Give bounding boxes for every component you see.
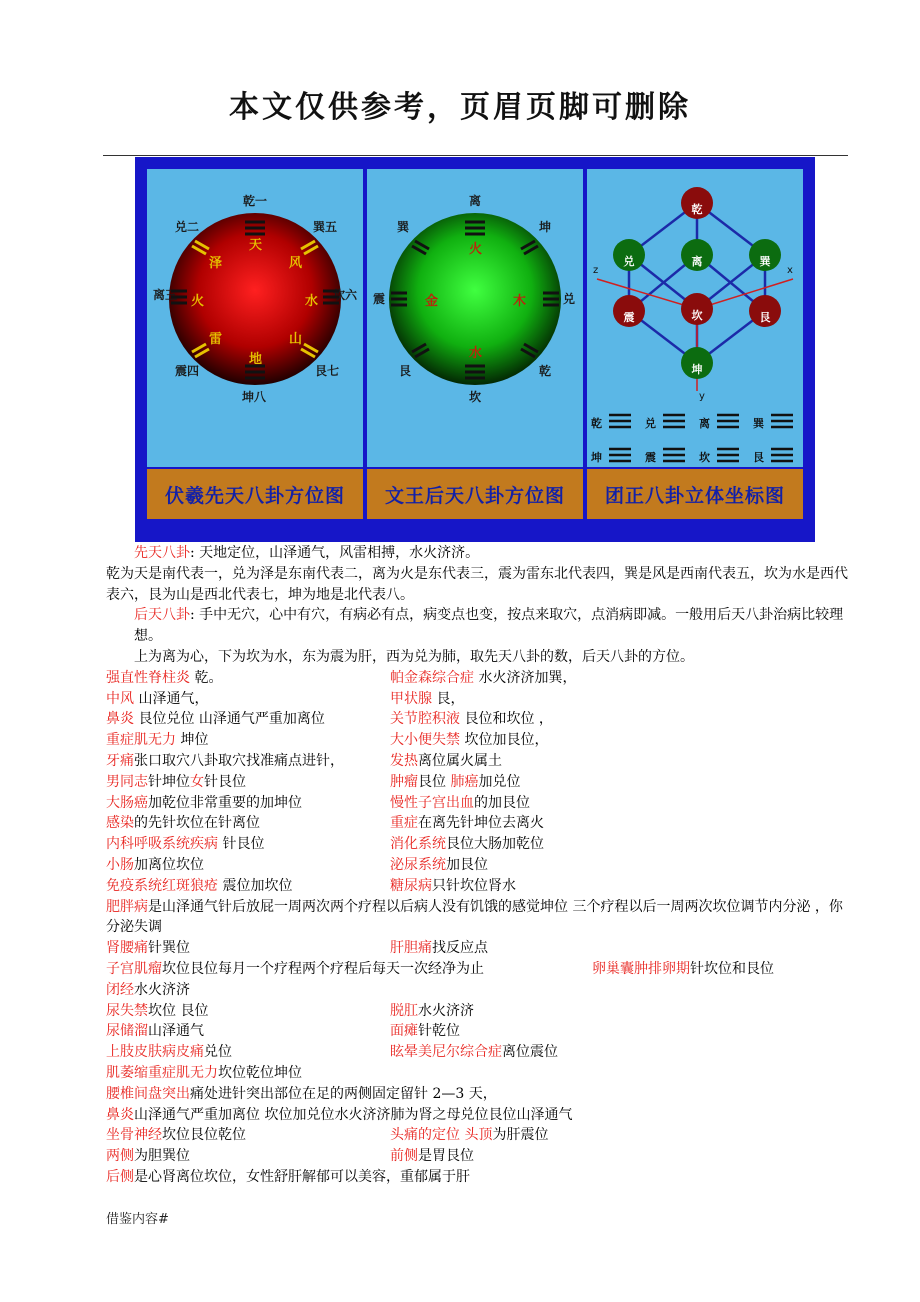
row-2-term-b: 甲状腺 xyxy=(390,690,432,707)
row-15-term-a: 闭经 xyxy=(106,981,134,998)
row-24 xyxy=(106,1167,856,1188)
wenwang-diagram xyxy=(367,169,583,467)
row-6-term-a2: 女 xyxy=(190,773,204,790)
row-6-text-b: 艮位 xyxy=(418,773,451,790)
row-13-text-a: 针巽位 xyxy=(148,940,190,957)
wenwang-outer-4: 坎 xyxy=(469,390,482,404)
row-22 xyxy=(106,1125,856,1146)
row-8-term-a: 感染 xyxy=(106,815,134,832)
caption-fuxi: 伏羲先天八卦方位图 xyxy=(147,469,363,519)
row-3-text-a: 艮位兑位 山泽通气严重加离位 xyxy=(134,711,325,728)
fuxi-inner-3: 雷 xyxy=(209,332,223,347)
row-9-term-a: 内科呼吸系统疾病 xyxy=(106,836,218,853)
row-17 xyxy=(106,1021,856,1042)
row-24-text-a: 是心肾离位坎位，女性舒肝解郁可以美容，重郁属于肝 xyxy=(134,1168,470,1185)
fuxi-outer-7: 巽五 xyxy=(313,220,338,234)
row-21-term-a: 鼻炎 xyxy=(106,1106,134,1123)
node-4: 震 xyxy=(623,311,635,324)
node-7: 坤 xyxy=(691,363,703,376)
row-21-text-a: 山泽通气严重加离位 坎位加兑位水火济济肺为肾之母兑位艮位山泽通气 xyxy=(134,1106,573,1123)
row-3-term-a: 鼻炎 xyxy=(106,711,134,728)
row-6 xyxy=(106,772,856,793)
fuxi-inner-5: 山 xyxy=(289,332,303,347)
row-6-term-b: 肿瘤 xyxy=(390,773,418,790)
coordinate-panel xyxy=(587,169,803,467)
page-footer: 借鉴内容# xyxy=(106,1212,169,1227)
wenwang-panel xyxy=(367,169,583,467)
row-10-term-a: 小肠 xyxy=(106,856,134,873)
row-11 xyxy=(106,876,856,897)
row-21 xyxy=(106,1105,856,1126)
fuxi-diagram xyxy=(147,169,363,467)
axis-y-label: y xyxy=(699,391,705,402)
row-10-text-b: 加艮位 xyxy=(446,856,488,873)
node-0: 乾 xyxy=(691,203,703,216)
row-9-text-a: 针艮位 xyxy=(218,836,265,853)
row-13 xyxy=(106,938,856,959)
row-10-text-a: 加离位坎位 xyxy=(134,856,204,873)
row-2 xyxy=(106,689,856,710)
row-10 xyxy=(106,855,856,876)
wenwang-outer-0: 离 xyxy=(469,194,482,208)
para-xiantian xyxy=(106,543,856,564)
para-xiantian-text: : 天地定位，山泽通气，风雷相搏，水火济济。 xyxy=(190,545,480,561)
row-23 xyxy=(106,1146,856,1167)
row-3-term-b: 关节腔积液 xyxy=(390,711,460,728)
para-directions xyxy=(106,564,856,606)
row-18-term-a: 上肢皮肤病皮痛 xyxy=(106,1044,204,1061)
row-14-term-c: 卵巢囊肿排卵期 xyxy=(592,960,690,977)
node-2: 离 xyxy=(691,255,703,268)
row-20-text-a: 痛处进针突出部位在足的两侧固定留针 2—3 天， xyxy=(190,1085,497,1102)
row-20 xyxy=(106,1084,856,1105)
wenwang-inner-3: 水 xyxy=(469,346,483,361)
wenwang-outer-7: 坤 xyxy=(539,220,552,234)
row-19-text-a: 坎位乾位坤位 xyxy=(218,1064,302,1081)
row-6-text-a2: 针艮位 xyxy=(204,773,246,790)
row-6-term-a: 男同志 xyxy=(106,773,148,790)
fuxi-outer-5: 艮七 xyxy=(315,364,340,378)
row-1 xyxy=(106,668,856,689)
row-22-term-b: 头痛的定位 头顶 xyxy=(390,1127,493,1144)
legend-0: 乾 xyxy=(591,417,602,430)
para-organs-text: 上为离为心，下为坎为水，东为震为肝，西为兑为肺，取先天八卦的数，后天八卦的方位。 xyxy=(134,648,694,665)
fuxi-inner-0: 天 xyxy=(249,238,263,253)
fuxi-outer-2: 离三 xyxy=(153,288,178,302)
row-1-term-b: 帕金森综合症 xyxy=(390,669,474,686)
term-xiantian: 先天八卦 xyxy=(134,545,190,561)
row-18-text-b: 离位震位 xyxy=(502,1044,558,1061)
row-12 xyxy=(106,897,856,939)
row-16-text-a: 坎位 艮位 xyxy=(148,1002,209,1019)
row-3-text-b: 艮位和坎位 ， xyxy=(460,711,553,728)
node-5: 坎 xyxy=(691,309,703,322)
wenwang-inner-1: 木 xyxy=(513,294,527,309)
row-14 xyxy=(106,959,856,980)
row-23-text-b: 是胃艮位 xyxy=(418,1148,474,1165)
row-8 xyxy=(106,813,856,834)
row-11-text-b: 只针坎位肾水 xyxy=(432,877,516,894)
row-4-term-a: 重症肌无力 xyxy=(106,732,176,749)
row-4-term-b: 大小便失禁 xyxy=(390,732,460,749)
row-11-text-a: 震位加坎位 xyxy=(218,877,293,894)
fuxi-inner-2: 火 xyxy=(191,294,205,309)
row-22-text-a: 坎位艮位乾位 xyxy=(162,1127,246,1144)
page-header-title: 本文仅供参考，页眉页脚可删除 xyxy=(229,90,691,125)
row-9-text-b: 艮位大肠加乾位 xyxy=(446,836,544,853)
row-14-term-a: 子宫肌瘤 xyxy=(106,960,162,977)
row-10-term-b: 泌尿系统 xyxy=(390,856,446,873)
caption-coordinate: 团正八卦立体坐标图 xyxy=(587,469,803,519)
row-16 xyxy=(106,1001,856,1022)
row-7 xyxy=(106,793,856,814)
row-13-term-a: 肾腰痛 xyxy=(106,940,148,957)
row-5-term-b: 发热 xyxy=(390,752,418,769)
legend-3: 巽 xyxy=(753,417,764,430)
para-houtian xyxy=(106,605,856,647)
wenwang-outer-2: 震 xyxy=(373,292,386,306)
wenwang-inner-2: 金 xyxy=(425,294,439,309)
axis-z-label: z xyxy=(593,265,599,276)
node-3: 巽 xyxy=(759,255,771,268)
row-17-text-b: 针乾位 xyxy=(418,1023,460,1040)
row-8-text-b: 在离先针坤位去离火 xyxy=(418,815,544,832)
row-4-text-a: 坤位 xyxy=(176,732,209,749)
row-7-term-a: 大肠癌 xyxy=(106,794,148,811)
row-13-term-b: 肝胆痛 xyxy=(390,940,432,957)
row-22-text-b: 为肝震位 xyxy=(492,1127,549,1144)
row-4 xyxy=(106,730,856,751)
axis-x-label: x xyxy=(787,265,793,276)
row-19-term-a: 肌萎缩重症肌无力 xyxy=(106,1064,218,1081)
row-7-term-b: 慢性子宫出血 xyxy=(390,794,474,811)
wenwang-outer-1: 巽 xyxy=(397,220,410,234)
row-14-text-c: 针坎位和艮位 xyxy=(690,960,774,977)
row-18-term-b: 眩晕美尼尔综合症 xyxy=(390,1044,502,1061)
row-12-term-a: 肥胖病 xyxy=(106,898,148,915)
wenwang-inner-0: 火 xyxy=(469,242,483,257)
row-1-term-a: 强直性脊柱炎 xyxy=(106,669,190,686)
row-23-term-a: 两侧 xyxy=(106,1148,134,1165)
row-18-text-a: 兑位 xyxy=(204,1044,232,1061)
fuxi-inner-7: 风 xyxy=(289,256,303,271)
fuxi-outer-4: 坤八 xyxy=(242,390,267,404)
row-9-term-b: 消化系统 xyxy=(390,836,446,853)
row-3 xyxy=(106,709,856,730)
row-22-term-a: 坐骨神经 xyxy=(106,1127,162,1144)
row-9 xyxy=(106,834,856,855)
row-15 xyxy=(106,980,856,1001)
para-organs xyxy=(106,647,856,668)
row-1-text-b: 水火济济加巽， xyxy=(474,669,577,686)
fuxi-panel xyxy=(147,169,363,467)
row-17-term-a: 尿储溜 xyxy=(106,1023,148,1040)
row-16-term-a: 尿失禁 xyxy=(106,1002,148,1019)
fuxi-inner-4: 地 xyxy=(249,352,263,367)
coordinate-diagram xyxy=(587,169,803,467)
header-divider xyxy=(103,155,848,156)
row-6-text-b2: 加兑位 xyxy=(478,773,521,790)
row-8-text-a: 的先针坎位在针离位 xyxy=(134,815,260,832)
caption-wenwang: 文王后天八卦方位图 xyxy=(367,469,583,519)
wenwang-outer-6: 兑 xyxy=(563,292,576,306)
legend-5: 震 xyxy=(645,451,656,464)
node-6: 艮 xyxy=(759,311,771,324)
legend-4: 坤 xyxy=(591,451,602,464)
row-24-term-a: 后侧 xyxy=(106,1168,134,1185)
row-5-term-a: 牙痛 xyxy=(106,752,134,769)
row-11-term-a: 免疫系统红斑狼疮 xyxy=(106,877,218,894)
legend-7: 艮 xyxy=(753,451,764,464)
fuxi-outer-3: 震四 xyxy=(175,364,200,378)
bagua-figure xyxy=(135,157,815,542)
row-7-text-b: 的加艮位 xyxy=(474,794,530,811)
row-16-term-b: 脱肛 xyxy=(390,1002,418,1019)
row-6-text-a: 针坤位 xyxy=(148,773,190,790)
para-houtian-text: : 手中无穴，心中有穴，有病必有点，病变点也变，按点来取穴，点消病即减。一般用后天八卦治病比较理想。 xyxy=(134,607,844,645)
legend xyxy=(591,416,765,464)
fuxi-inner-6: 水 xyxy=(305,294,319,309)
row-5 xyxy=(106,751,856,772)
row-6-term-b2: 肺癌 xyxy=(450,773,479,790)
fuxi-outer-6: 坎六 xyxy=(333,288,358,302)
row-20-term-a: 腰椎间盘突出 xyxy=(106,1085,190,1102)
row-17-term-b: 面瘫 xyxy=(390,1023,418,1040)
row-11-term-b: 糖尿病 xyxy=(390,877,432,894)
row-12-text-a: 是山泽通气针后放屁一周两次两个疗程以后病人没有饥饿的感觉坤位 三个疗程以后一周两次坎位调节内分泌 ，你分泌失调 xyxy=(106,898,843,936)
row-19 xyxy=(106,1063,856,1084)
fuxi-outer-1: 兑二 xyxy=(175,220,200,234)
row-4-text-b: 坎位加艮位， xyxy=(460,732,549,749)
fuxi-inner-1: 泽 xyxy=(209,256,223,271)
row-14-text-a: 坎位艮位每月一个疗程两个疗程后每天一次经净为止 xyxy=(162,960,484,977)
node-1: 兑 xyxy=(623,255,635,268)
row-8-term-b: 重症 xyxy=(390,815,418,832)
wenwang-outer-5: 乾 xyxy=(539,364,552,378)
body-text xyxy=(106,543,856,1188)
row-18 xyxy=(106,1042,856,1063)
row-5-text-b: 离位属火属土 xyxy=(418,752,502,769)
row-13-text-b: 找反应点 xyxy=(432,940,488,957)
row-2-text-b: 艮， xyxy=(432,690,465,707)
wenwang-outer-3: 艮 xyxy=(399,364,412,378)
legend-2: 离 xyxy=(699,417,710,430)
row-5-text-a: 张口取穴八卦取穴找准痛点进针， xyxy=(134,752,344,769)
legend-1: 兑 xyxy=(645,417,656,430)
row-7-text-a: 加乾位非常重要的加坤位 xyxy=(148,794,302,811)
para-directions-text: 乾为天是南代表一，兑为泽是东南代表二，离为火是东代表三，震为雷东北代表四，巽是风是西南代表五，坎为水是西代表六，艮为山是西北代表七，坤为地是北代表八。 xyxy=(106,565,848,603)
row-15-text-a: 水火济济 xyxy=(134,981,190,998)
term-houtian: 后天八卦 xyxy=(134,607,190,624)
row-2-text-a: 山泽通气， xyxy=(134,690,209,707)
row-16-text-b: 水火济济 xyxy=(418,1002,474,1019)
fuxi-outer-0: 乾一 xyxy=(243,194,268,208)
row-2-term-a: 中风 xyxy=(106,690,134,707)
row-1-text-a: 乾。 xyxy=(190,669,223,686)
row-23-text-a: 为胆巽位 xyxy=(134,1148,190,1165)
legend-6: 坎 xyxy=(699,451,710,464)
row-23-term-b: 前侧 xyxy=(390,1148,418,1165)
row-17-text-a: 山泽通气 xyxy=(148,1023,204,1040)
